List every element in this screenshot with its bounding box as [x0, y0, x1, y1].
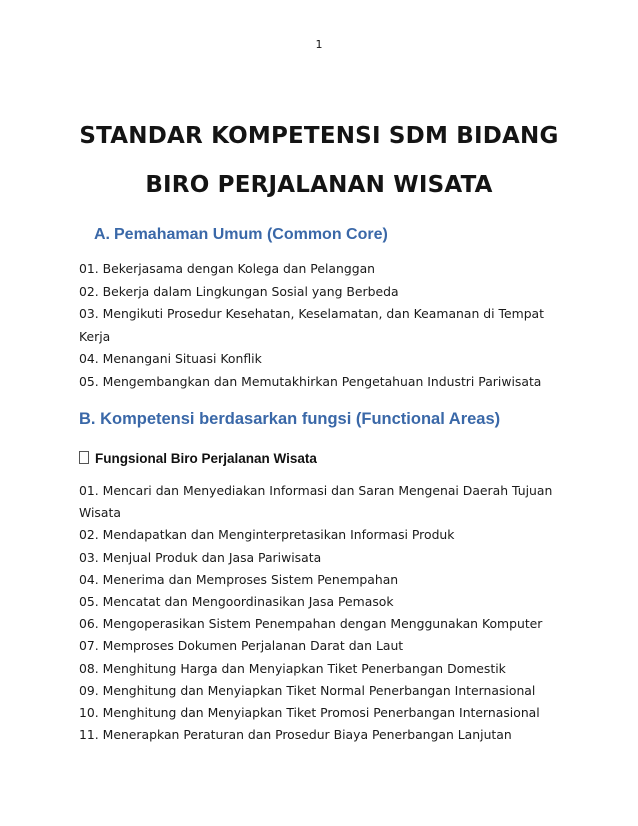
- list-item: Kerja: [79, 328, 111, 344]
- section-b-heading: B. Kompetensi berdasarkan fungsi (Functional Areas): [79, 410, 501, 428]
- list-item: 05. Mengembangkan dan Memutakhirkan Pengetahuan Industri Pariwisata: [79, 373, 542, 389]
- list-item: 01. Mencari dan Menyediakan Informasi dan Saran Mengenai Daerah Tujuan: [79, 483, 553, 498]
- list-item: 01. Bekerjasama dengan Kolega dan Pelanggan: [79, 261, 376, 276]
- section-a-letter: A.: [94, 226, 110, 243]
- section-b-list: [79, 480, 552, 746]
- list-item: 11. Menerapkan Peraturan dan Prosedur Biaya Penerbangan Lanjutan: [79, 727, 512, 743]
- page-number: 1: [315, 38, 323, 51]
- list-item: 09. Menghitung dan Menyiapkan Tiket Normal Penerbangan Internasional: [79, 682, 536, 698]
- list-item: 05. Mencatat dan Mengoordinasikan Jasa Pemasok: [79, 594, 394, 610]
- list-item: 03. Menjual Produk dan Jasa Pariwisata: [79, 549, 322, 565]
- list-item: 02. Mendapatkan dan Menginterpretasikan Informasi Produk: [79, 527, 455, 543]
- section-b-subheading: [79, 451, 317, 466]
- section-b-subheading-label: Fungsional Biro Perjalanan Wisata: [95, 451, 317, 466]
- document-title-line-1: STANDAR KOMPETENSI SDM BIDANG: [79, 123, 559, 149]
- section-a-heading: [94, 226, 388, 244]
- section-a-heading-text: Pemahaman Umum (Common Core): [114, 226, 388, 243]
- list-item: 10. Menghitung dan Menyiapkan Tiket Promosi Penerbangan Internasional: [79, 705, 540, 721]
- list-item: 06. Mengoperasikan Sistem Penempahan dengan Menggunakan Komputer: [79, 616, 543, 632]
- document-title-line-2: BIRO PERJALANAN WISATA: [145, 172, 493, 198]
- section-a-list: [79, 258, 544, 393]
- list-item: 08. Menghitung Harga dan Menyiapkan Tiket Penerbangan Domestik: [79, 660, 506, 676]
- list-item: 03. Mengikuti Prosedur Kesehatan, Keselamatan, dan Keamanan di Tempat: [79, 306, 545, 321]
- box-icon: [79, 451, 89, 464]
- list-item: 04. Menangani Situasi Konflik: [79, 351, 262, 366]
- list-item: 07. Memproses Dokumen Perjalanan Darat dan Laut: [79, 638, 404, 654]
- list-item: 04. Menerima dan Memproses Sistem Penempahan: [79, 571, 399, 587]
- list-item: 02. Bekerja dalam Lingkungan Sosial yang Berbeda: [79, 283, 399, 299]
- list-item: Wisata: [79, 505, 121, 521]
